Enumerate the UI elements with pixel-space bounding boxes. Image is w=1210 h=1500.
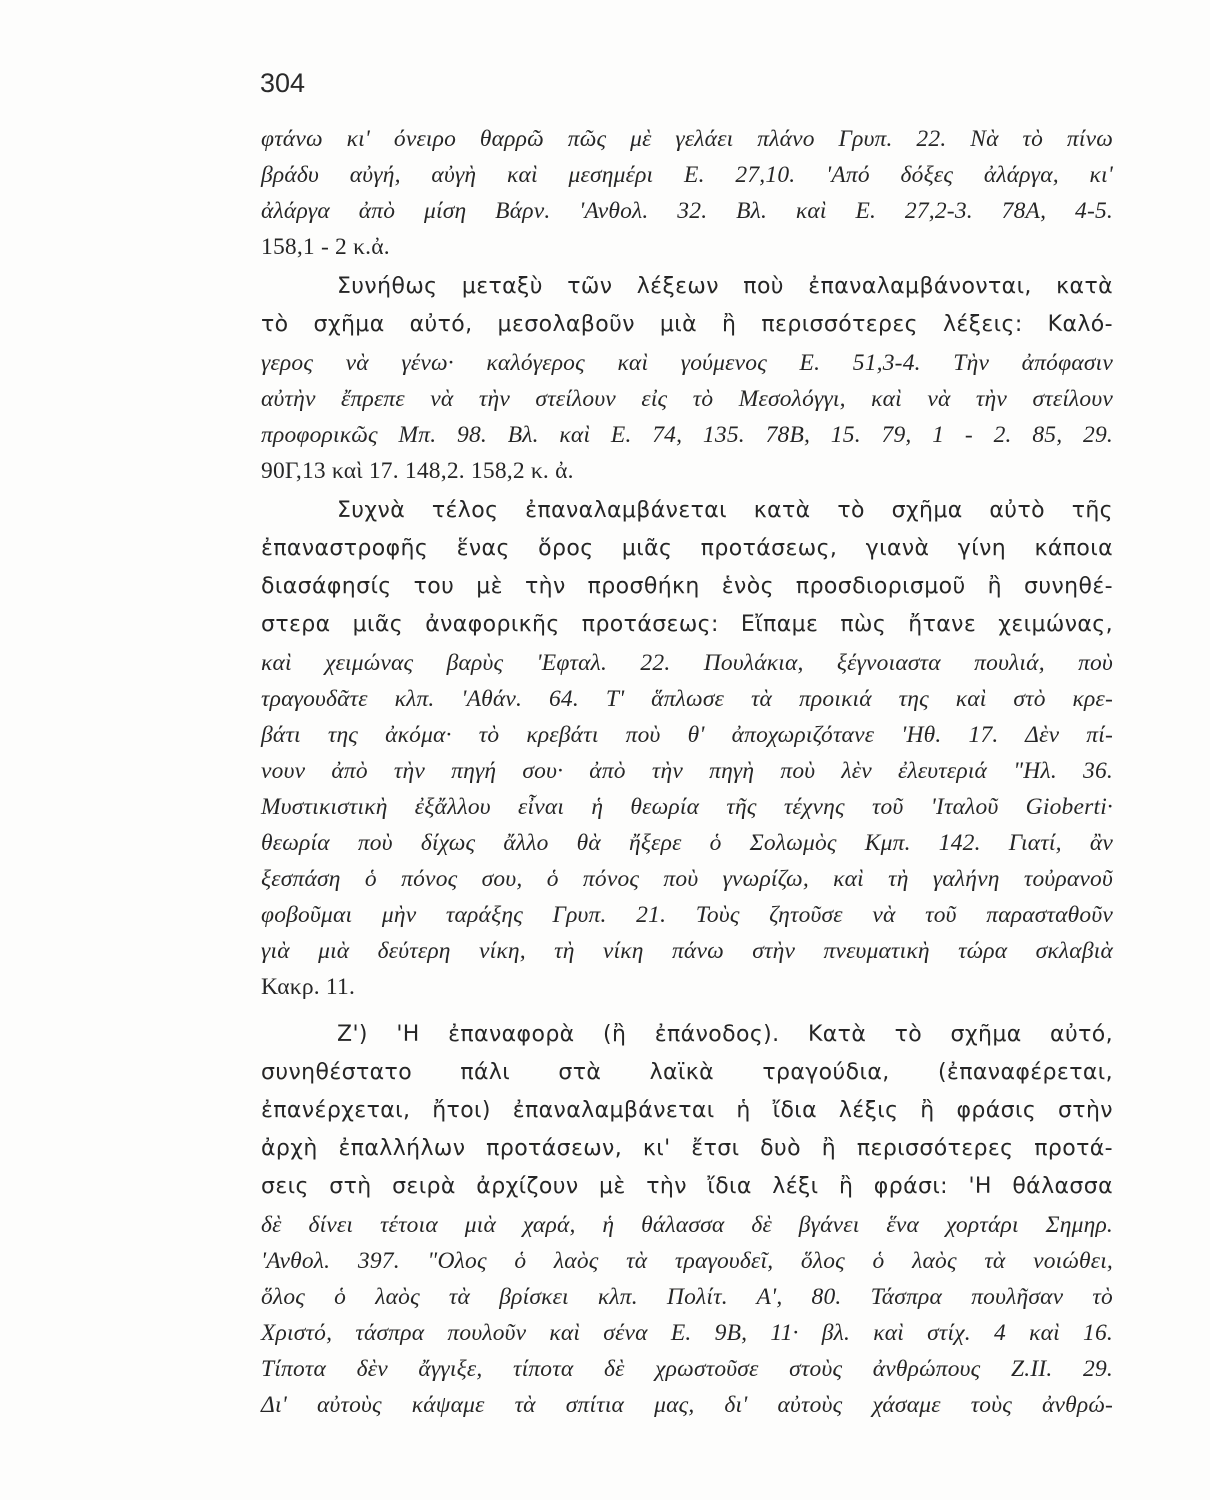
text-line: ἐπανέρχεται, ἤτοι) ἐπαναλαμβάνεται ἡ ἴδια λέξις ἢ φράσις στὴν xyxy=(261,1098,1113,1123)
text-line: Χριστό, τάσπρα πουλοῦν καὶ σένα Ε. 9Β, 11· βλ. καὶ στίχ. 4 καὶ 16. xyxy=(261,1320,1113,1346)
text-line: συνηθέστατο πάλι στὰ λαϊκὰ τραγούδια, (ἐπαναφέρεται, xyxy=(261,1060,1113,1085)
text-line: νουν ἀπὸ τὴν πηγή σου· ἀπὸ τὴν πηγὴ ποὺ λὲν ἐλευτεριά "Ηλ. 36. xyxy=(261,758,1113,784)
paragraph-start: Συνήθως μεταξὺ τῶν λέξεων ποὺ ἐπαναλαμβάνονται, κατὰ xyxy=(337,274,1113,299)
paragraph-start: Συχνὰ τέλος ἐπαναλαμβάνεται κατὰ τὸ σχῆμα αὐτὸ τῆς xyxy=(337,498,1113,523)
text-line: στερα μιᾶς ἀναφορικῆς προτάσεως: Εἴπαμε πὼς ἤτανε χειμώνας, xyxy=(261,612,1113,637)
text-line: 158,1 - 2 κ.ἀ. xyxy=(261,234,390,260)
page-number: 304 xyxy=(260,68,306,98)
text-line: σεις στὴ σειρὰ ἀρχίζουν μὲ τὴν ἴδια λέξι ἢ φράσι: 'Η θάλασσα xyxy=(261,1174,1113,1199)
text-line: ἐπαναστροφῆς ἕνας ὅρος μιᾶς προτάσεως, γιανὰ γίνη κάποια xyxy=(261,536,1113,561)
text-line: φτάνω κι' όνειρο θαρρῶ πῶς μὲ γελάει πλάνο Γρυπ. 22. Νὰ τὸ πίνω xyxy=(261,126,1113,152)
text-line: καὶ χειμώνας βαρὺς 'Εφταλ. 22. Πουλάκια, ξέγνοιαστα πουλιά, ποὺ xyxy=(261,650,1113,676)
text-line: θεωρία ποὺ δίχως ἄλλο θὰ ἤξερε ὁ Σολωμὸς Κμπ. 142. Γιατί, ἂν xyxy=(261,830,1113,856)
text-line: 90Γ,13 καὶ 17. 148,2. 158,2 κ. ἀ. xyxy=(261,458,574,484)
text-line: Δι' αὐτοὺς κάψαμε τὰ σπίτια μας, δι' αὐτοὺς χάσαμε τοὺς ἀνθρώ- xyxy=(261,1392,1113,1418)
text-line: προφορικῶς Μπ. 98. Βλ. καὶ Ε. 74, 135. 78Β, 15. 79, 1 - 2. 85, 29. xyxy=(261,422,1113,448)
text-line: γιὰ μιὰ δεύτερη νίκη, τὴ νίκη πάνω στὴν πνευματικὴ τώρα σκλαβιὰ xyxy=(261,938,1113,964)
text-line: διασάφησίς του μὲ τὴν προσθήκη ἑνὸς προσδιορισμοῦ ἢ συνηθέ- xyxy=(261,574,1113,599)
text-line: Τίποτα δὲν ἄγγιξε, τίποτα δὲ χρωστοῦσε στοὺς ἀνθρώπους Ζ.ΙΙ. 29. xyxy=(261,1356,1113,1382)
text-line: δὲ δίνει τέτοια μιὰ χαρά, ἡ θάλασσα δὲ βγάνει ἕνα χορτάρι Σημηρ. xyxy=(261,1212,1113,1238)
text-line: τραγουδᾶτε κλπ. 'Αθάν. 64. Τ' ἅπλωσε τὰ προικιά της καὶ στὸ κρε- xyxy=(261,686,1113,712)
text-line: ἀλάργα ἀπὸ μίση Βάρν. 'Ανθολ. 32. Βλ. καὶ Ε. 27,2-3. 78Α, 4-5. xyxy=(261,198,1113,224)
text-line: φοβοῦμαι μὴν ταράξης Γρυπ. 21. Τοὺς ζητοῦσε νὰ τοῦ παρασταθοῦν xyxy=(261,902,1113,928)
text-line: Κακρ. 11. xyxy=(261,974,356,1000)
text-line: βράδυ αὐγή, αὐγὴ καὶ μεσημέρι Ε. 27,10. 'Από δόξες ἀλάργα, κι' xyxy=(261,162,1113,188)
text-line: τὸ σχῆμα αὐτό, μεσολαβοῦν μιὰ ἢ περισσότερες λέξεις: Καλό- xyxy=(261,312,1113,337)
text-line: 'Ανθολ. 397. "Ολος ὁ λαὸς τὰ τραγουδεῖ, ὅλος ὁ λαὸς τὰ νοιώθει, xyxy=(261,1248,1113,1274)
text-line: βάτι της ἀκόμα· τὸ κρεβάτι ποὺ θ' ἀποχωριζότανε 'Ηθ. 17. Δὲν πί- xyxy=(261,722,1113,748)
section-heading-line: Ζ') 'Η ἐπαναφορὰ (ἢ ἐπάνοδος). Κατὰ τὸ σχῆμα αὐτό, xyxy=(337,1022,1113,1047)
text-line: ξεσπάση ὁ πόνος σου, ὁ πόνος ποὺ γνωρίζω, καὶ τὴ γαλήνη τοὐρανοῦ xyxy=(261,866,1113,892)
text-line: γερος νὰ γένω· καλόγερος καὶ γούμενος Ε. 51,3-4. Τὴν ἀπόφασιν xyxy=(261,350,1113,376)
text-line: ἀρχὴ ἐπαλλήλων προτάσεων, κι' ἔτσι δυὸ ἢ περισσότερες προτά- xyxy=(261,1136,1113,1161)
text-line: αὐτὴν ἔπρεπε νὰ τὴν στείλουν εἰς τὸ Μεσολόγγι, καὶ νὰ τὴν στείλουν xyxy=(261,386,1113,412)
text-line: ὅλος ὁ λαὸς τὰ βρίσκει κλπ. Πολίτ. Α', 80. Τάσπρα πουλῆσαν τὸ xyxy=(261,1284,1113,1310)
text-line: Μυστικιστικὴ ἐξἄλλου εἶναι ἡ θεωρία τῆς τέχνης τοῦ 'Ιταλοῦ Gioberti· xyxy=(261,794,1113,820)
